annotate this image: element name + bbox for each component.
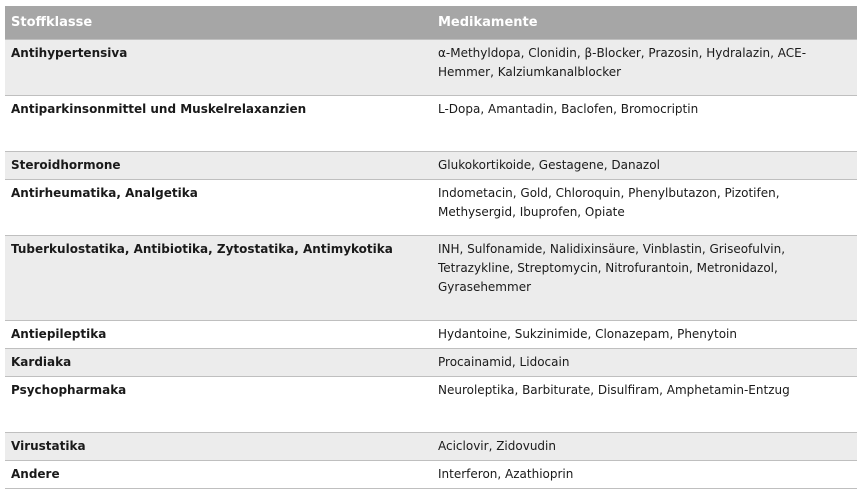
table-row: [5, 377, 857, 433]
table-row: [5, 433, 857, 461]
drug-class-table-container: [5, 6, 857, 489]
stoffklasse-cell: Antirheumatika, Analgetika: [5, 180, 432, 236]
stoffklasse-cell: Tuberkulostatika, Antibiotika, Zytostatika, Antimykotika: [5, 236, 432, 321]
medikamente-cell: Aciclovir, Zidovudin: [432, 433, 857, 461]
stoffklasse-cell: Antihypertensiva: [5, 40, 432, 96]
medikamente-cell: INH, Sulfonamide, Nalidixinsäure, Vinblastin, Griseofulvin, Tetrazykline, Streptomycin, Nitrofurantoin, Metronidazol, Gyrasehemmer: [432, 236, 857, 321]
medikamente-cell: Neuroleptika, Barbiturate, Disulfiram, Amphetamin-Entzug: [432, 377, 857, 433]
stoffklasse-cell: Kardiaka: [5, 349, 432, 377]
table-row: [5, 321, 857, 349]
header-stoffklasse: Stoffklasse: [5, 6, 432, 40]
table-row: [5, 152, 857, 180]
medikamente-cell: α-Methyldopa, Clonidin, β-Blocker, Prazosin, Hydralazin, ACE-Hemmer, Kalziumkanalblocker: [432, 40, 857, 96]
medikamente-cell: Glukokortikoide, Gestagene, Danazol: [432, 152, 857, 180]
medikamente-cell: Interferon, Azathioprin: [432, 461, 857, 489]
stoffklasse-cell: Antiparkinsonmittel und Muskelrelaxanzien: [5, 96, 432, 152]
table-header: [5, 6, 857, 40]
stoffklasse-cell: Steroidhormone: [5, 152, 432, 180]
stoffklasse-cell: Antiepileptika: [5, 321, 432, 349]
drug-class-table: [5, 6, 857, 489]
table-row: [5, 461, 857, 489]
medikamente-cell: L-Dopa, Amantadin, Baclofen, Bromocriptin: [432, 96, 857, 152]
header-row: [5, 6, 857, 40]
stoffklasse-cell: Virustatika: [5, 433, 432, 461]
table-body: [5, 40, 857, 489]
medikamente-cell: Procainamid, Lidocain: [432, 349, 857, 377]
table-row: [5, 349, 857, 377]
medikamente-cell: Indometacin, Gold, Chloroquin, Phenylbutazon, Pizotifen, Methysergid, Ibuprofen, Opiate: [432, 180, 857, 236]
table-row: [5, 180, 857, 236]
table-row: [5, 96, 857, 152]
stoffklasse-cell: Andere: [5, 461, 432, 489]
stoffklasse-cell: Psychopharmaka: [5, 377, 432, 433]
header-medikamente: Medikamente: [432, 6, 857, 40]
table-row: [5, 236, 857, 321]
medikamente-cell: Hydantoine, Sukzinimide, Clonazepam, Phenytoin: [432, 321, 857, 349]
table-row: [5, 40, 857, 96]
